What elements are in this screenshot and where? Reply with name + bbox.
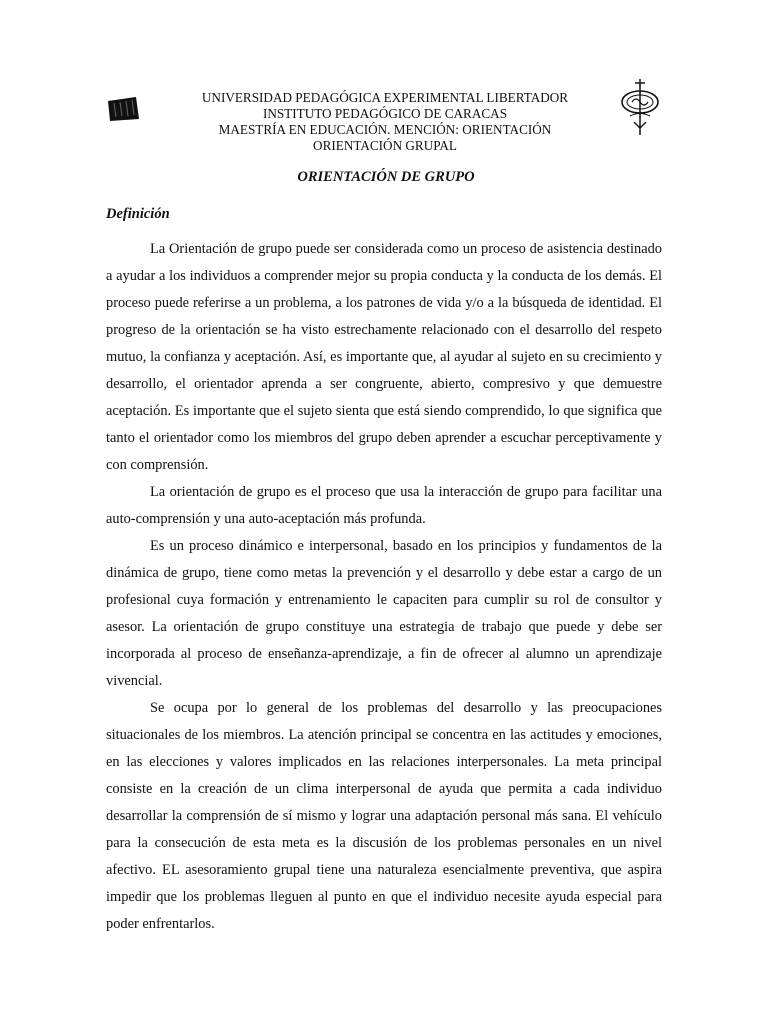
body-paragraph: La orientación de grupo es el proceso que usa la interacción de grupo para facilitar una auto-comprensión y una auto-aceptación más profunda. — [106, 484, 662, 527]
header-institute: INSTITUTO PEDAGÓGICO DE CARACAS — [262, 106, 508, 121]
document-body — [106, 236, 662, 938]
body-paragraph: La Orientación de grupo puede ser considerada como un proceso de asistencia destinado a ayudar a los individuos a comprender mejor su propia conducta y la conducta de los demás. El proceso puede referirse a un problema, a los patrones de vida y/o a la búsqueda de identidad. El progreso de la orientación se ha visto estrechamente relacionado con el desarrollo del respeto mutuo, la confianza y aceptación. Así, es importante que, al ayudar al sujeto en su crecimiento y desarrollo, el orientador aprenda a ser congruente, abierto, compresivo y que demuestre aceptación. Es importante que el sujeto sienta que está siendo comprendido, lo que significa que tanto el orientador como los miembros del grupo deben aprender a escuchar perceptivamente y con comprensión. — [106, 241, 662, 473]
header-course: ORIENTACIÓN GRUPAL — [313, 138, 457, 153]
document-header — [180, 90, 590, 154]
header-program: MAESTRÍA EN EDUCACIÓN. MENCIÓN: ORIENTACIÓN — [218, 122, 552, 137]
ipc-logo-icon — [618, 78, 662, 136]
document-title: ORIENTACIÓN DE GRUPO — [297, 169, 475, 185]
upel-logo-icon — [106, 97, 140, 121]
section-heading: Definición — [106, 206, 170, 222]
header-university: UNIVERSIDAD PEDAGÓGICA EXPERIMENTAL LIBERTADOR — [201, 90, 569, 105]
body-paragraph: Se ocupa por lo general de los problemas del desarrollo y las preocupaciones situacionales de los miembros. La atención principal se concentra en las actitudes y emociones, en las elecciones y valores implicados en las relaciones interpersonales. La meta principal consiste en la creación de un clima interpersonal de ayuda que permita a cada individuo desarrollar la comprensión de sí mismo y lograr una adaptación personal más sana. El vehículo para la consecución de esta meta es la discusión de los problemas personales en un nivel afectivo. EL asesoramiento grupal tiene una naturaleza esencialmente preventiva, que aspira impedir que los problemas lleguen al punto en que el individuo necesite ayuda especial para poder enfrentarlos. — [106, 700, 662, 932]
body-paragraph: Es un proceso dinámico e interpersonal, basado en los principios y fundamentos de la dinámica de grupo, tiene como metas la prevención y el desarrollo y debe estar a cargo de un profesional cuya formación y entrenamiento le capaciten para cumplir su rol de consultor y asesor. La orientación de grupo constituye una estrategia de trabajo que puede y debe ser incorporada al proceso de enseñanza-aprendizaje, a fin de ofrecer al alumno un aprendizaje vivencial. — [106, 538, 662, 689]
